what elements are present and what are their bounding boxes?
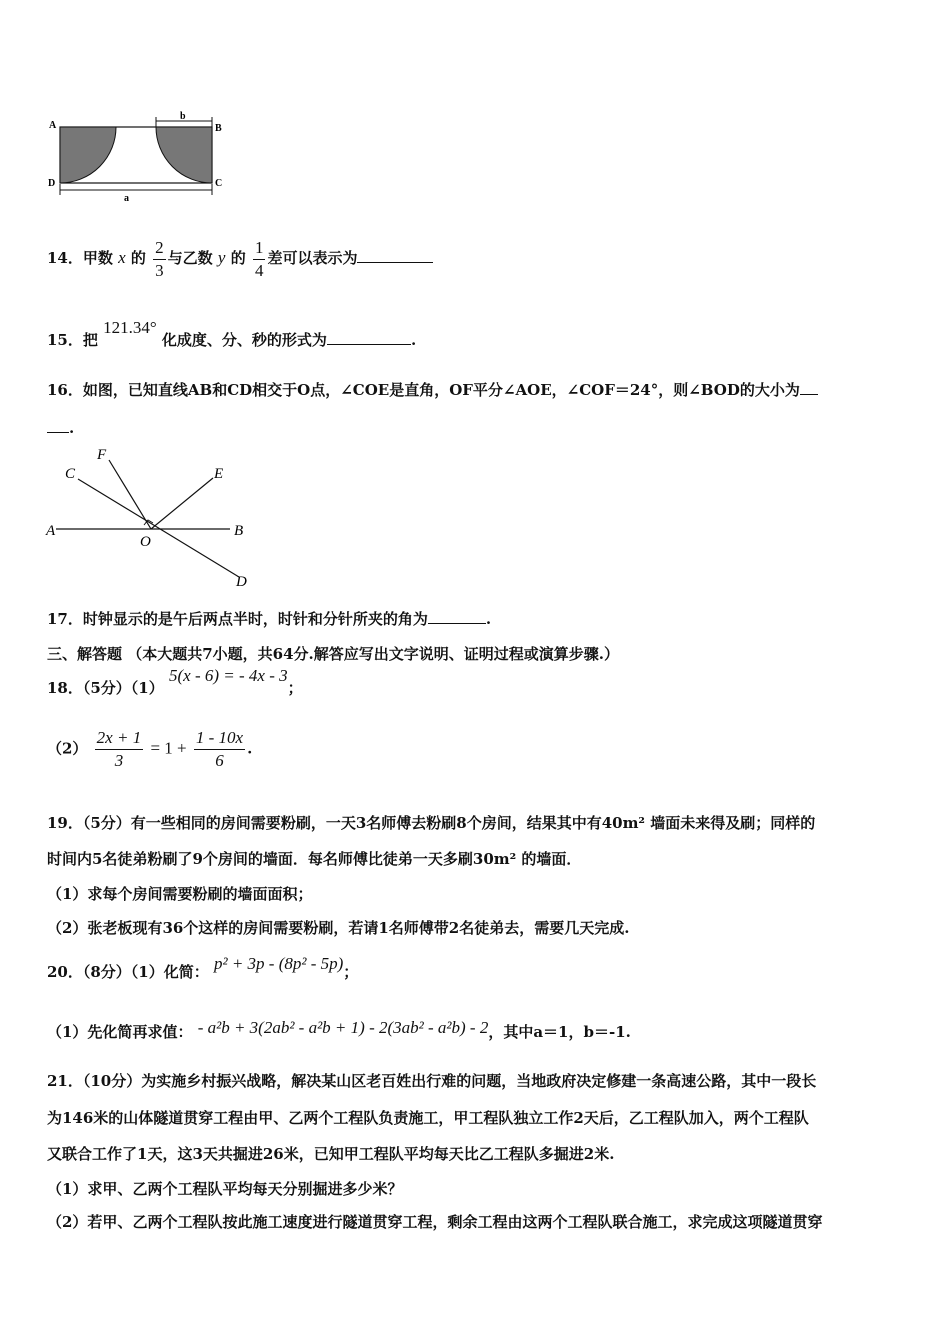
expression-2: - a²b + 3(2ab² - a²b + 1) - 2(3ab² - a²b) - 2: [197, 1018, 489, 1037]
question-20: 20．（8分）（1）化简： p² + 3p - (8p² - 5p)；: [47, 954, 359, 981]
answer-blank: [428, 609, 486, 624]
label-a: a: [124, 193, 129, 204]
var-y: y: [217, 248, 226, 267]
question-19-line1: 19．（5分）有一些相同的房间需要粉刷，一天3名师傅去粉刷8个房间，结果其中有40m² 墙面未来得及刷；同样的: [47, 814, 816, 832]
question-16-cont: .: [47, 418, 74, 437]
expression-1: p² + 3p - (8p² - 5p): [213, 954, 344, 973]
shaded-quarter-left: [60, 127, 116, 183]
line-CD: [78, 479, 239, 577]
answer-blank: [800, 380, 818, 395]
label-B: B: [215, 123, 222, 134]
label-D: D: [48, 178, 56, 189]
answer-blank: [47, 418, 69, 433]
shaded-quarter-right: [156, 127, 212, 183]
label-F: F: [97, 447, 107, 463]
question-19-sub1: （1）求每个房间需要粉刷的墙面面积；: [47, 885, 313, 903]
label-O: O: [140, 534, 151, 550]
label-A: A: [49, 120, 57, 131]
label-E: E: [214, 466, 224, 482]
fraction-left: $\frac{2x + 1}{3}$: [96, 728, 142, 770]
figure-intersecting-lines: [38, 440, 258, 590]
question-21-line1: 21．（10分）为实施乡村振兴战略，解决某山区老百姓出行难的问题，当地政府决定修建一条高速公路，其中一段长: [47, 1072, 817, 1090]
question-19-sub2: （2）张老板现有36个这样的房间需要粉刷，若请1名师傅带2名徒弟去，需要几天完成.: [47, 919, 630, 937]
question-15: 15．把 121.34° 化成度、分、秒的形式为 .: [47, 318, 417, 349]
ray-OF: [109, 460, 151, 529]
label-C: C: [65, 466, 76, 482]
question-21-line2: 为146米的山体隧道贯穿工程由甲、乙两个工程队负责施工，甲工程队独立工作2天后，乙工程队加入，两个工程队: [47, 1109, 809, 1127]
question-21-sub1: （1）求甲、乙两个工程队平均每天分别掘进多少米？: [47, 1180, 403, 1198]
section-3-header: 三、解答题 （本大题共7小题，共64分.解答应写出文字说明、证明过程或演算步骤.）: [47, 645, 619, 663]
label-C: C: [215, 178, 223, 189]
label-B: B: [234, 523, 244, 539]
question-21-line3: 又联合工作了1天，这3天共掘进26米，已知甲工程队平均每天比乙工程队多掘进2米.: [47, 1145, 615, 1163]
figure-rectangle-quarter-circles: [40, 108, 240, 208]
label-b: b: [180, 111, 186, 122]
question-18-part2: （2） $\frac{2x + 1}{3}$ = 1 + $\frac{1 - 10x}{6}$ .: [47, 728, 253, 770]
ray-OE: [151, 478, 213, 529]
question-16: 16．如图，已知直线AB和CD相交于O点，∠COE是直角，OF平分∠AOE，∠COF＝24°，则∠BOD的大小为: [47, 379, 818, 400]
label-D: D: [236, 574, 247, 590]
var-x: x: [118, 248, 126, 267]
fraction-2-3: $\frac{2}{3}$: [155, 237, 164, 280]
fraction-right: $\frac{1 - 10x}{6}$: [195, 728, 244, 770]
label-A: A: [46, 523, 56, 539]
equation-1: 5(x - 6) = - 4x - 3: [168, 666, 288, 685]
answer-blank: [327, 330, 411, 345]
fraction-1-4: $\frac{1}{4}$: [254, 237, 264, 280]
degree-value: 121.34°: [103, 318, 157, 337]
question-19-line2: 时间内5名徒弟粉刷了9个房间的墙面．每名师傅比徒弟一天多刷30m² 的墙面．: [47, 850, 582, 868]
answer-blank: [357, 248, 433, 263]
question-21-sub2: （2）若甲、乙两个工程队按此施工速度进行隧道贯穿工程，剩余工程由这两个工程队联合施工，求完成这项隧道贯穿: [47, 1213, 823, 1231]
question-17: 17．时钟显示的是午后两点半时，时针和分针所夹的角为 .: [47, 610, 492, 628]
question-18: 18．（5分）（1） 5(x - 6) = - 4x - 3；: [47, 666, 303, 697]
question-20-part2: （1）先化简再求值： - a²b + 3(2ab² - a²b + 1) - 2(3ab² - a²b) - 2，其中a＝1，b＝-1.: [47, 1018, 631, 1041]
question-14: 14．甲数 x 的 $\frac{2}{3}$ 与乙数 y 的 $\frac{1}{4}$ 差可以表示为: [47, 233, 433, 283]
